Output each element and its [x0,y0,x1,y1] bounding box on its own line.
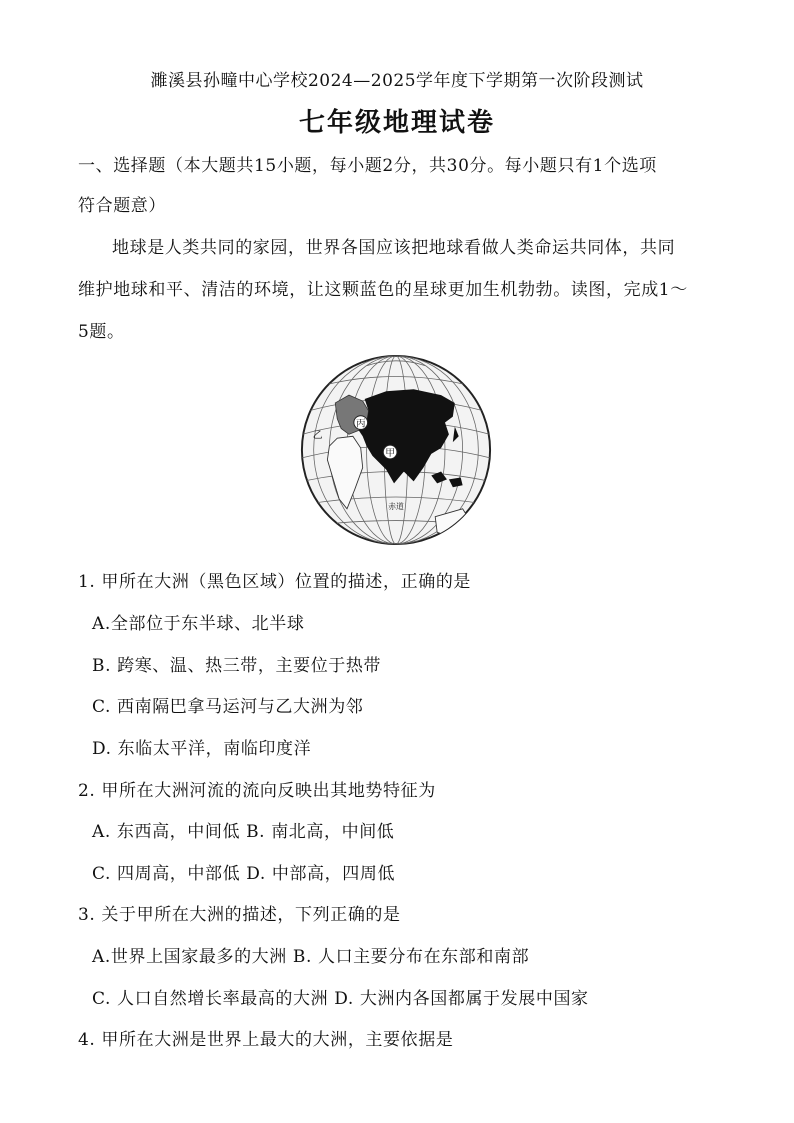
label-equator: 赤道 [388,501,404,511]
question-2-options-ab: A. 东西高，中间低 B. 南北高，中间低 [92,822,395,842]
question-1-option-b: B. 跨寒、温、热三带，主要位于热带 [92,656,382,676]
question-2-options-cd: C. 四周高，中部低 D. 中部高，四周低 [92,864,396,884]
passage-line3: 5题。 [78,322,125,342]
page-title: 七年级地理试卷 [298,108,495,138]
question-3-options-ab: A.世界上国家最多的大洲 B. 人口主要分布在东部和南部 [92,947,530,967]
question-1-option-c: C. 西南隔巴拿马运河与乙大洲为邻 [92,697,364,717]
question-1-option-d: D. 东临太平洋，南临印度洋 [92,739,312,759]
label-bing: 丙 [355,418,366,430]
question-1-option-a: A.全部位于东半球、北半球 [92,614,305,634]
label-jia: 甲 [385,447,396,459]
globe-figure [298,352,494,548]
question-3-stem: 3. 关于甲所在大洲的描述，下列正确的是 [78,905,401,925]
question-3-options-cd: C. 人口自然增长率最高的大洲 D. 大洲内各国都属于发展中国家 [92,989,589,1009]
label-yi: 乙 [312,430,323,442]
section-heading-line2: 符合题意） [78,196,166,216]
passage-line2: 维护地球和平、清洁的环境，让这颗蓝色的星球更加生机勃勃。读图，完成1～ [78,280,688,300]
school-exam-line: 濉溪县孙疃中心学校2024—2025学年度下学期第一次阶段测试 [150,71,644,91]
question-2-stem: 2. 甲所在大洲河流的流向反映出其地势特征为 [78,781,436,801]
section-heading-line1: 一、选择题（本大题共15小题，每小题2分，共30分。每小题只有1个选项 [78,156,657,176]
question-4-stem: 4. 甲所在大洲是世界上最大的大洲，主要依据是 [78,1030,454,1050]
passage-line1: 地球是人类共同的家园，世界各国应该把地球看做人类命运共同体，共同 [112,238,676,258]
question-1-stem: 1. 甲所在大洲（黑色区域）位置的描述，正确的是 [78,572,472,592]
